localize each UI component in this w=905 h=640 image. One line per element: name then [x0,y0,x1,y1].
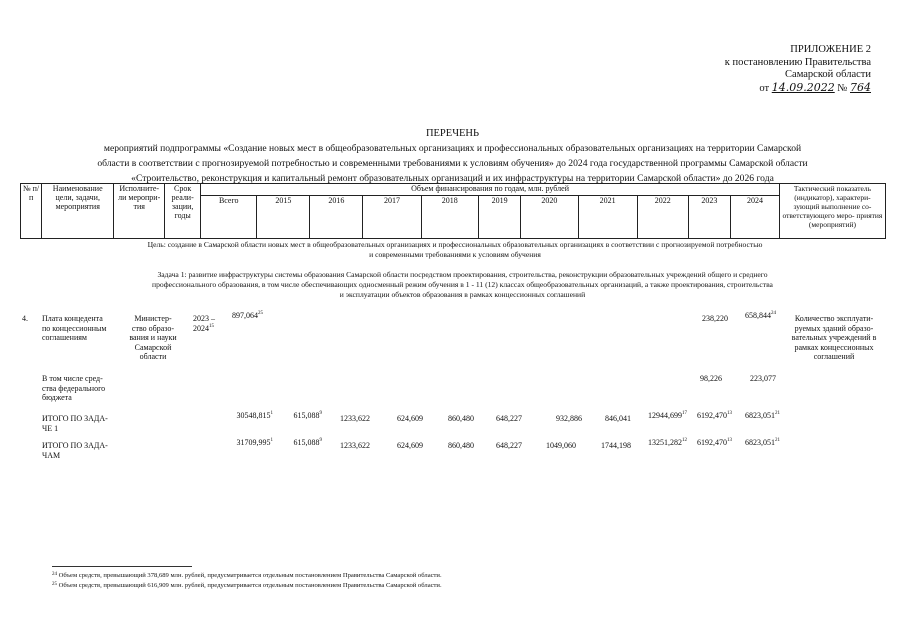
appendix-block [681,44,871,95]
total-tasks-name [42,441,126,460]
table-header [20,183,886,239]
row4-executor-line: ство образо- [131,323,175,333]
header-year: 2018 [421,196,478,239]
row4-executor-line: вания и науки [129,333,177,342]
row4-indicator-line: соглашений [813,352,855,361]
header-funding: Объем финансирования по годам, млн. рублей [201,184,780,196]
task-line: профессионального образования, в том числе обеспечивающих односменный режим обучения в 1 - 11 (12) классах общеобразовательных организаций, а также проектирования, строительства [152,280,773,289]
federal-2023: 98,226 [700,374,722,383]
row4-name-line: по концессионным [42,323,107,333]
row4-executor-line: Самарской [134,342,172,352]
header-year: 2020 [521,196,578,239]
footnote: $^{24}$ Объем средств, превышающий 378,689 млн. рублей, предусматривается отдельным постановлением Правительства Самарской области. [52,572,442,579]
row4-executor-line: области [139,352,167,361]
total-tasks-2019: 648,227 [496,441,522,450]
row4-num: 4. [22,314,28,323]
total-task1-total: 30548,815$^1$ [236,411,273,420]
task-line: и эксплуатации объектов образования в рамках концессионных соглашений [339,290,586,299]
row4-2023: 238,220 [702,314,728,323]
handwritten-date: 14.09.2022 [771,80,835,94]
footnote: $^{25}$ Объем средств, превышающий 616,909 млн. рублей, предусматривается отдельным постановлением Правительства Самарской области. [52,582,442,589]
header-year: 2021 [578,196,637,239]
total-tasks-2021: 1744,198 [601,441,631,450]
federal-name-line: бюджета [42,393,72,402]
total-task1-2024: 6823,051$^{21}$ [745,411,780,420]
row4-indicator-line: вательных учреждений в [791,333,877,342]
total-task1-name [42,414,126,433]
header-year-total: Всего [201,196,257,239]
header-year: 2023 [688,196,730,239]
row4-term [193,314,227,333]
total-tasks-name-line: ИТОГО ПО ЗАДА- [42,441,108,450]
header-indicator: Тактический показатель (индикатор), характери- зующий выполнение со- ответствующего меро- приятия (мероприятий) [779,184,885,239]
row4-name-line: соглашениям [42,333,87,342]
header-year: 2016 [310,196,363,239]
appendix-line3: Самарской области [785,69,871,80]
document-title: ПЕРЕЧЕНЬ [425,128,480,139]
total-task1-2016: 1233,622 [340,414,370,423]
goal-text [90,240,820,260]
total-tasks-2022: 13251,282$^{12}$ [648,438,687,447]
total-tasks-2017: 624,609 [397,441,423,450]
header-executor: Исполните- ли меропри- тия [114,184,165,239]
total-task1-2021: 846,041 [605,414,631,423]
total-task1-2022: 12944,699$^{17}$ [648,411,687,420]
header-year: 2017 [363,196,421,239]
row4-indicator-line: рамках концессионных [794,342,874,352]
federal-2024: 223,077 [750,374,776,383]
row4-name-line: Плата концедента [42,314,103,323]
subtitle-line: «Строительство, реконструкция и капитальный ремонт образовательных организаций и их инфраструктуры на территории Самарской области» до 2026 года [131,173,774,184]
total-task1-2017: 624,609 [397,414,423,423]
handwritten-number: 764 [850,80,871,94]
total-task1-2018: 860,480 [448,414,474,423]
row4-executor-line: Министер- [134,314,172,323]
total-tasks-2023: 6192,470$^{13}$ [697,438,732,447]
total-task1-2019: 648,227 [496,414,522,423]
total-tasks-2020: 1049,060 [546,441,576,450]
total-task1-name-line: ЧЕ 1 [42,423,59,433]
row4-name [42,314,122,343]
task-line: Задача 1: развитие инфраструктуры системы образования Самарской области посредством проектирования, строительства, реконструкции образовательных учреждений общего и среднего [157,270,768,279]
row4-term-line: 2023 – [193,314,215,323]
total-task1-name-line: ИТОГО ПО ЗАДА- [42,414,108,423]
goal-line: и современными требованиями к условиям обучения [369,250,541,259]
row4-indicator [782,314,886,362]
total-tasks-2018: 860,480 [448,441,474,450]
task-text [80,270,845,300]
federal-name-line: ства федерального [42,383,106,393]
header-term: Срок реали- зации, годы [165,184,201,239]
header-year: 2015 [257,196,310,239]
total-tasks-total: 31709,995$^1$ [236,438,273,447]
federal-name-line: В том числе сред- [42,374,103,383]
total-tasks-2015: 615,088$^9$ [293,438,322,447]
footnote-separator [52,566,192,567]
header-year: 2024 [731,196,780,239]
total-tasks-2016: 1233,622 [340,441,370,450]
row4-indicator-line: руемых зданий образо- [794,323,874,333]
row4-2024: 658,844$^{24}$ [745,311,776,320]
row4-term-line: 2024$^{15}$ [193,323,214,333]
row4-executor [128,314,178,362]
federal-name [42,374,126,403]
appendix-title: ПРИЛОЖЕНИЕ 2 [790,44,871,55]
appendix-date-line [681,82,871,96]
header-name: Наименование цели, задачи, мероприятия [42,184,114,239]
document-subtitle [40,141,865,186]
subtitle-line: области в соответствии с прогнозируемой потребностью и современными требованиями к условиям обучения» до 2024 года государственной программы Самарской области [97,158,808,169]
date-prefix: от [759,82,770,94]
row4-indicator-line: Количество эксплуати- [794,314,874,323]
row4-total: 897,064$^{25}$ [232,311,263,320]
number-label: № [837,82,848,94]
total-task1-2023: 6192,470$^{13}$ [697,411,732,420]
total-tasks-name-line: ЧАМ [42,450,61,460]
appendix-line2: к постановлению Правительства [724,56,871,68]
header-year: 2022 [637,196,688,239]
total-task1-2015: 615,088$^9$ [293,411,322,420]
total-tasks-2024: 6823,051$^{21}$ [745,438,780,447]
header-num: № п/п [21,184,42,239]
total-task1-2020: 932,886 [556,414,582,423]
header-year: 2019 [478,196,520,239]
subtitle-line: мероприятий подпрограммы «Создание новых мест в общеобразовательных организациях и профессиональных образовательных организациях на территории Самарской [103,143,802,154]
goal-line: Цель: создание в Самарской области новых мест в общеобразовательных организациях и профессиональных образовательных организациях в соответствии с прогнозируемой потребностью [147,240,763,249]
